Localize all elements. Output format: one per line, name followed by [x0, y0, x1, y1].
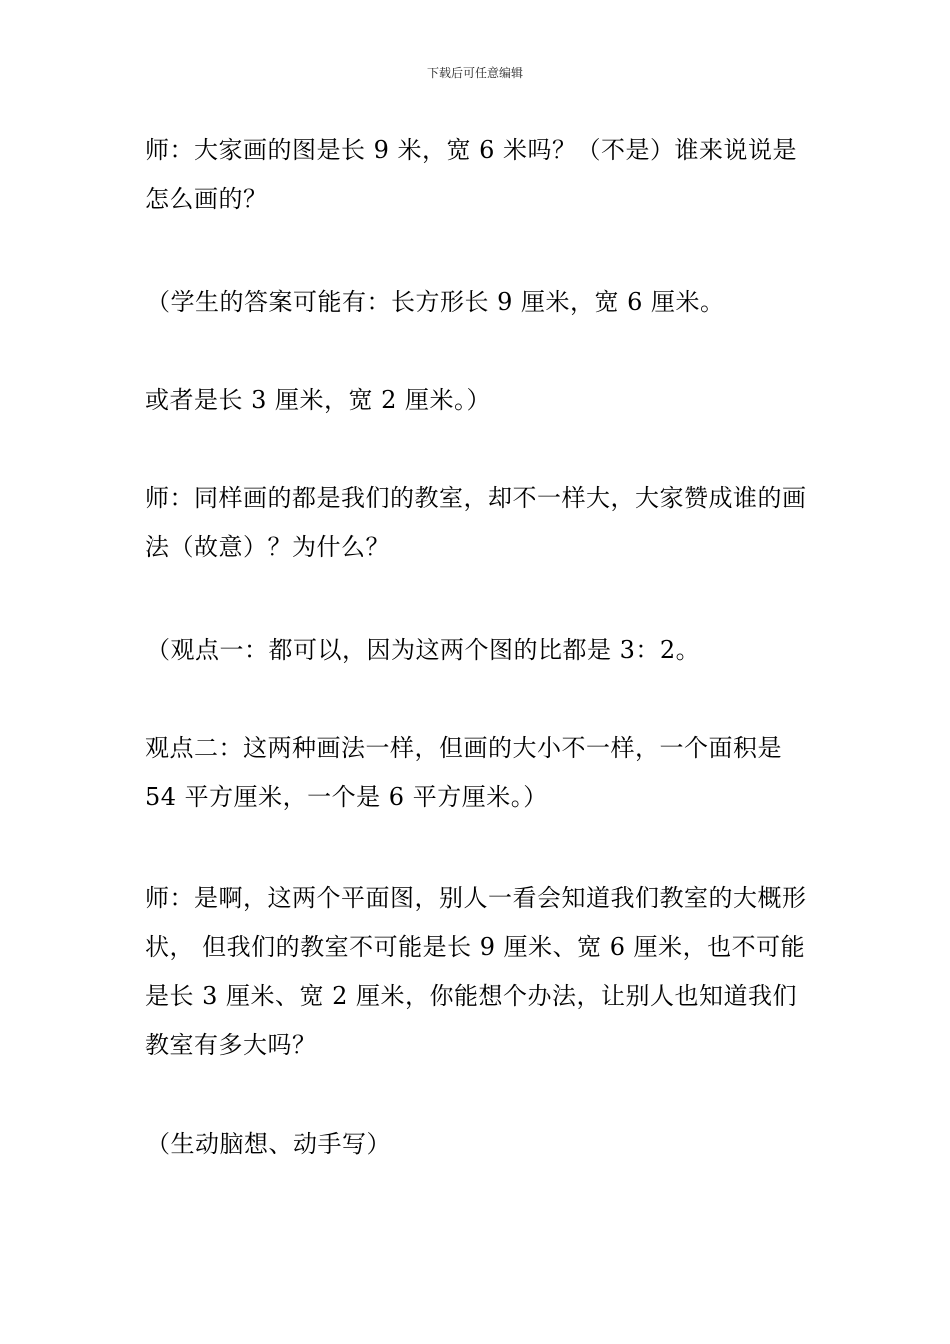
page-header: 下载后可任意编辑: [426, 66, 523, 80]
paragraph-viewpoint-2: 观点二：这两种画法一样，但画的大小不一样，一个面积是 54 平方厘米，一个是 6 平方厘米。）: [145, 734, 782, 811]
paragraph-teacher-question-1: 师：大家画的图是长 9 米，宽 6 米吗？（不是）谁来说说是怎么画的？: [145, 136, 798, 213]
paragraph-student-activity: （生动脑想、动手写）: [146, 1130, 391, 1158]
paragraph-viewpoint-1: （观点一：都可以，因为这两个图的比都是 3：2。: [146, 636, 701, 664]
paragraph-student-answer-2: 或者是长 3 厘米，宽 2 厘米。）: [145, 386, 492, 414]
paragraph-teacher-question-2: 师：同样画的都是我们的教室，却不一样大，大家赞成谁的画法（故意）？为什么？: [145, 484, 807, 561]
paragraph-student-answer-1: （学生的答案可能有：长方形长 9 厘米，宽 6 厘米。: [146, 288, 725, 316]
paragraph-teacher-question-3: 师：是啊，这两个平面图，别人一看会知道我们教室的大概形状， 但我们的教室不可能是长 9 厘米、宽 6 厘米，也不可能是长 3 厘米、宽 2 厘米，你能想个办法，让别人也知道我们教室有多大吗？: [145, 884, 807, 1059]
